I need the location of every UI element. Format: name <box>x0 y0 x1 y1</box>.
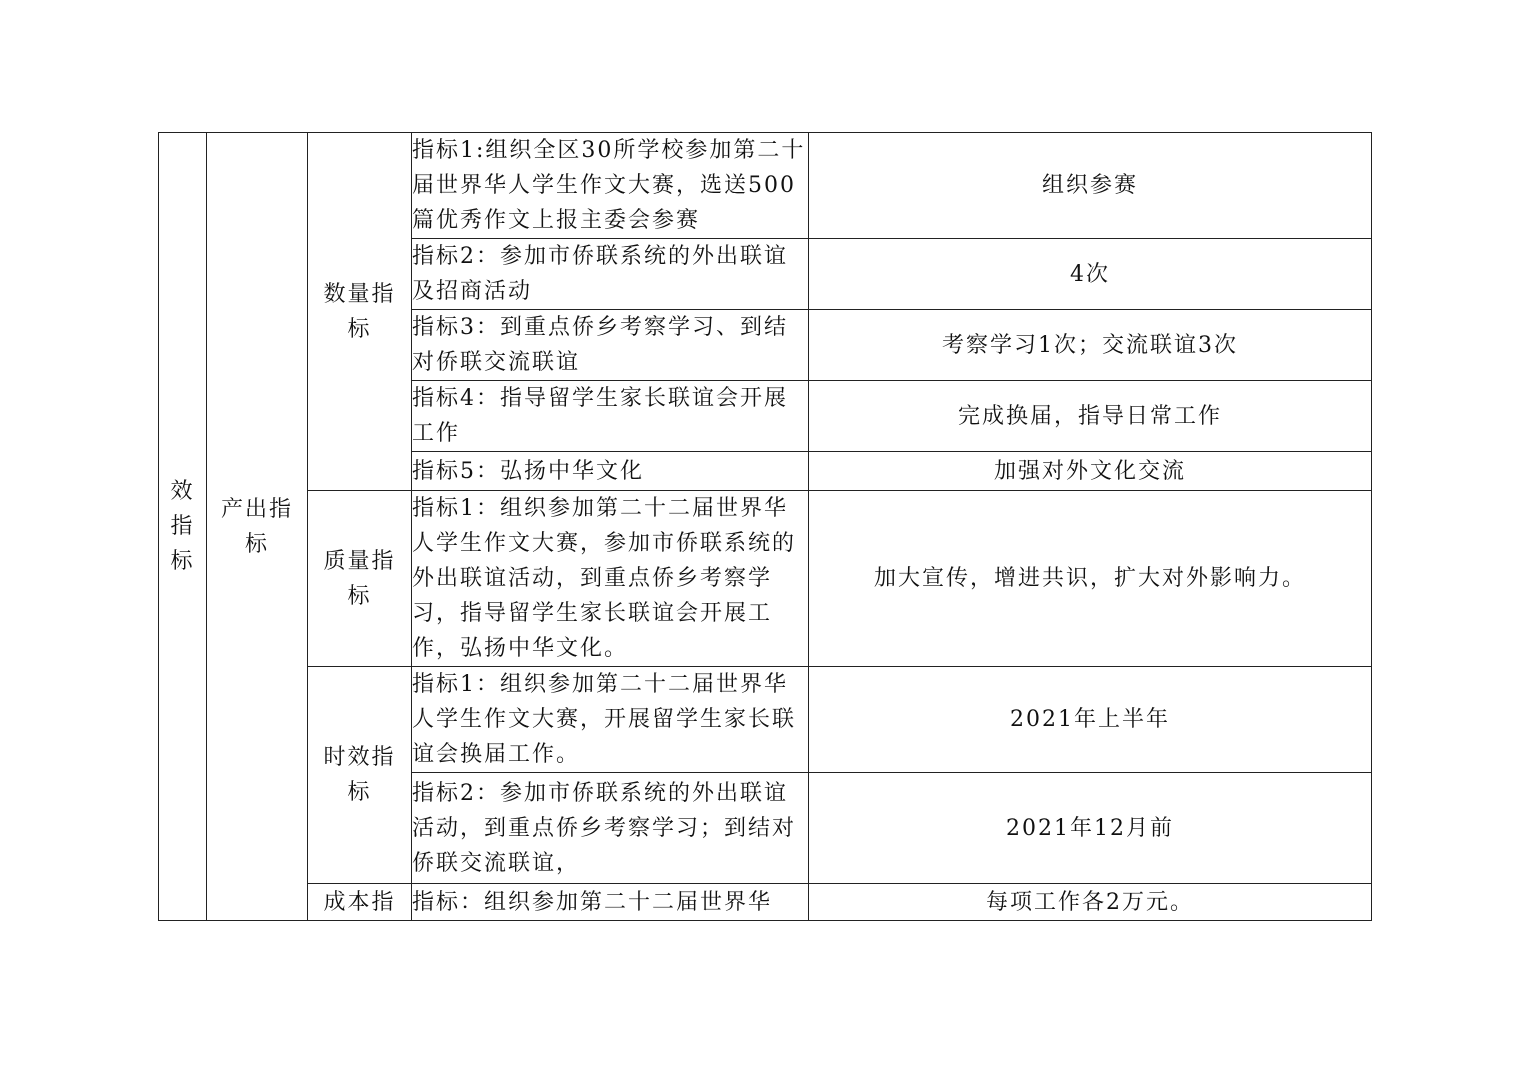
table-row <box>159 491 1372 667</box>
indicator-cell: 指标4：指导留学生家长联谊会开展工作 <box>412 381 809 452</box>
indicator-cell: 指标2：参加市侨联系统的外出联谊及招商活动 <box>412 239 809 310</box>
table-row <box>159 884 1372 921</box>
cost-indicator-label: 成本指 <box>323 889 396 915</box>
quality-indicator-label: 质量指标 <box>323 548 396 609</box>
timeliness-indicator-cell <box>308 667 412 884</box>
output-indicator-label: 产出指标 <box>220 496 293 557</box>
indicator-cell: 指标1：组织参加第二十二届世界华人学生作文大赛，参加市侨联系统的外出联谊活动，到重点侨乡考察学习，指导留学生家长联谊会开展工作，弘扬中华文化。 <box>412 491 809 667</box>
indicator-cell: 指标5：弘扬中华文化 <box>412 452 809 491</box>
value-cell: 组织参赛 <box>809 133 1372 239</box>
effect-indicator-label: 效指标 <box>170 479 195 574</box>
cost-indicator-cell <box>308 884 412 921</box>
quantity-indicator-cell <box>308 133 412 491</box>
value-cell: 每项工作各2万元。 <box>809 884 1372 921</box>
value-cell: 2021年12月前 <box>809 773 1372 884</box>
indicator-cell: 指标2：参加市侨联系统的外出联谊活动，到重点侨乡考察学习；到结对侨联交流联谊， <box>412 773 809 884</box>
performance-indicator-table <box>158 132 1372 921</box>
value-cell: 加强对外文化交流 <box>809 452 1372 491</box>
value-cell: 4次 <box>809 239 1372 310</box>
effect-indicator-cell <box>159 133 207 921</box>
value-cell: 加大宣传，增进共识，扩大对外影响力。 <box>809 491 1372 667</box>
value-cell: 考察学习1次；交流联谊3次 <box>809 310 1372 381</box>
quality-indicator-cell <box>308 491 412 667</box>
value-cell: 2021年上半年 <box>809 667 1372 773</box>
table-row <box>159 667 1372 773</box>
timeliness-indicator-label: 时效指标 <box>323 745 396 805</box>
indicator-cell: 指标1：组织参加第二十二届世界华人学生作文大赛，开展留学生家长联谊会换届工作。 <box>412 667 809 773</box>
indicator-cell: 指标3：到重点侨乡考察学习、到结对侨联交流联谊 <box>412 310 809 381</box>
indicator-cell: 指标：组织参加第二十二届世界华 <box>412 884 809 921</box>
indicator-cell: 指标1:组织全区30所学校参加第二十届世界华人学生作文大赛，选送500篇优秀作文上报主委会参赛 <box>412 133 809 239</box>
table-row <box>159 133 1372 239</box>
value-cell: 完成换届，指导日常工作 <box>809 381 1372 452</box>
quantity-indicator-label: 数量指标 <box>323 281 396 342</box>
output-indicator-cell <box>207 133 308 921</box>
